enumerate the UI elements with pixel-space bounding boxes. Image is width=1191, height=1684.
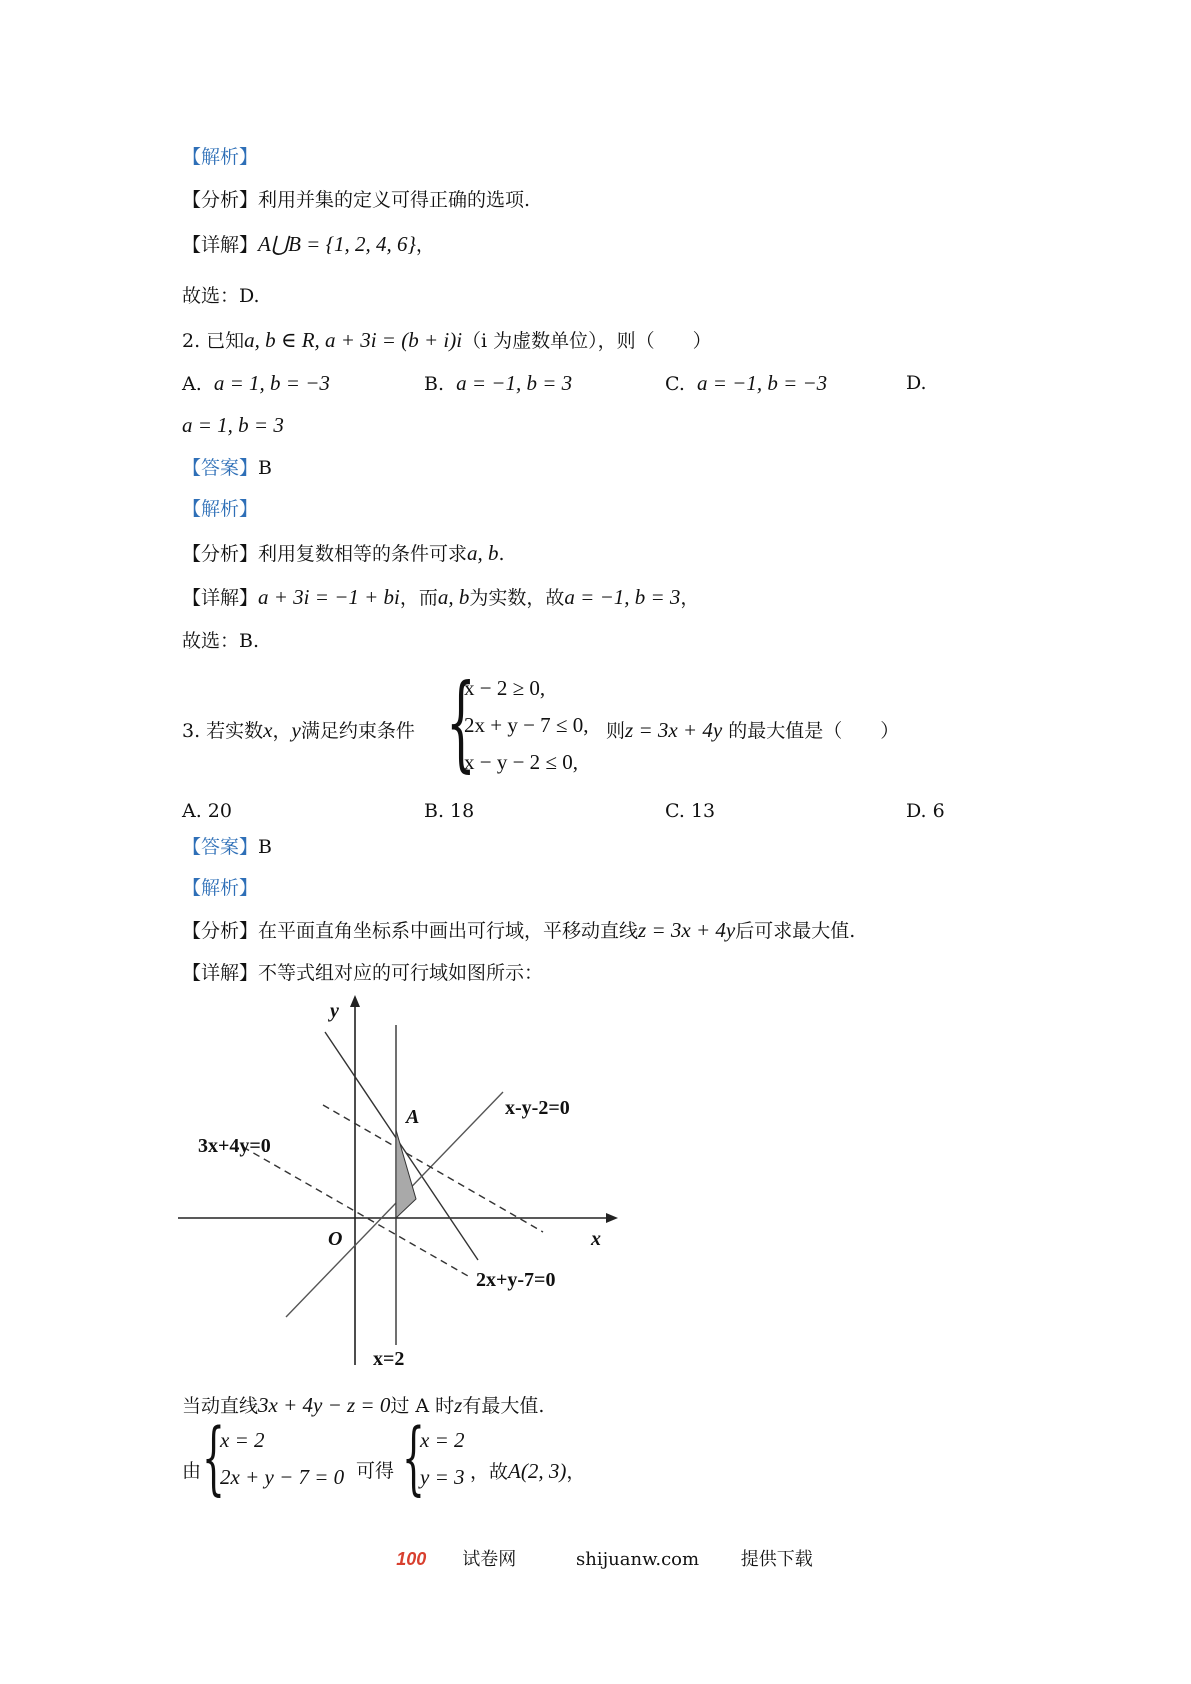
stem-suffix: （i 为虚数单位），则（ ） (462, 330, 712, 352)
option-label: B. (424, 373, 445, 395)
text: ，而 (399, 587, 438, 609)
question-number: 2. 已知 (182, 330, 245, 352)
line-2x-y-7 (325, 1032, 478, 1260)
y-axis-arrow (350, 995, 360, 1007)
punctuation: ， (566, 1461, 586, 1483)
q2-option-b (424, 370, 572, 397)
q2-option-d (182, 412, 284, 439)
q1-fenxi (182, 187, 530, 213)
option-value: a = −1, b = 3 (456, 371, 573, 395)
var-z: z (454, 1393, 463, 1417)
math-expression: a, b (437, 585, 470, 609)
label-line-x-y-2: x-y-2=0 (505, 1097, 570, 1119)
answer-value: B (258, 457, 272, 479)
fenxi-text: 利用并集的定义可得正确的选项. (258, 189, 531, 211)
system1-eq2: 2x + y − 7 = 0 (220, 1465, 345, 1489)
answer-tag: 【答案】 (182, 836, 259, 858)
q3-option-c: C. 13 (665, 800, 716, 822)
label-origin: O (328, 1228, 343, 1250)
system1-eq1: x = 2 (220, 1428, 265, 1452)
jiexi-tag: 【解析】 (182, 498, 259, 520)
fenxi-tag: 【分析】 (182, 189, 259, 211)
feasible-region (396, 1130, 416, 1218)
fenxi-text: 利用复数相等的条件可求 (258, 543, 468, 565)
q3-stem-right (606, 717, 899, 744)
label-point-a: A (406, 1106, 420, 1128)
answer-value: B (258, 836, 272, 858)
page-footer (0, 1545, 1191, 1571)
text: 后可求最大值. (735, 920, 856, 942)
q3-xiangjie (182, 960, 543, 986)
math-expression: a, b (467, 541, 499, 565)
q3-option-a: A. 20 (182, 800, 232, 822)
text: 当动直线 (182, 1395, 259, 1417)
text: 为实数，故 (469, 587, 565, 609)
label-line-2x-y-7: 2x+y-7=0 (476, 1269, 556, 1291)
label-line-3x-4y: 3x+4y=0 (198, 1135, 271, 1157)
q3-kede: 可得 (356, 1460, 395, 1482)
var-y: y (291, 718, 301, 742)
xiangjie-tag: 【详解】 (182, 234, 259, 256)
option-value: a = 1, b = −3 (213, 371, 330, 395)
text: ，故 (470, 1461, 509, 1483)
label-line-x-2: x=2 (373, 1348, 405, 1370)
math-expression: a = −1, b = 3 (564, 585, 681, 609)
text: 满足约束条件 (300, 720, 415, 742)
q3-conclusion (470, 1458, 585, 1485)
q2-fenxi (182, 540, 505, 567)
text: 过 A 时 (390, 1395, 455, 1417)
q2-answer-line: 故选：B. (182, 630, 260, 652)
q3-option-b: B. 18 (424, 800, 475, 822)
math-expression: a + 3i = −1 + bi (258, 585, 400, 609)
q1-jiexi-heading (182, 144, 258, 170)
label-x: x (591, 1228, 601, 1250)
text: 有最大值. (462, 1395, 545, 1417)
option-value: a = 1, b = 3 (182, 413, 284, 437)
jiexi-tag: 【解析】 (182, 146, 259, 168)
q2-option-c (665, 370, 827, 397)
var-x: x (263, 718, 273, 742)
footer-tagline: 提供下载 (740, 1549, 813, 1570)
xiangjie-tag: 【详解】 (182, 587, 259, 609)
fenxi-tag: 【分析】 (182, 920, 259, 942)
system2-eq1: x = 2 (420, 1428, 465, 1452)
q3-stem-left (182, 717, 415, 744)
jiexi-tag: 【解析】 (182, 877, 259, 899)
punctuation: ， (415, 234, 435, 256)
text: 则 (606, 720, 626, 742)
q2-option-a (182, 370, 330, 397)
q1-xiangjie (182, 231, 435, 258)
fenxi-text: 在平面直角坐标系中画出可行域，平移动直线 (258, 920, 639, 942)
xiangjie-tag: 【详解】 (182, 962, 259, 984)
stem-suffix: 的最大值是（ ） (728, 720, 900, 742)
punctuation: ， (680, 587, 700, 609)
q1-answer-line: 故选：D. (182, 285, 260, 307)
q3-jiexi-heading (182, 875, 258, 901)
q2-answer (182, 455, 272, 481)
math-expression: 3x + 4y − z = 0 (258, 1393, 391, 1417)
punctuation: ， (272, 720, 292, 742)
q3-fenxi (182, 917, 855, 944)
option-value: a = −1, b = −3 (697, 371, 828, 395)
answer-tag: 【答案】 (182, 457, 259, 479)
option-label: C. (665, 373, 685, 395)
q2-stem (182, 327, 712, 354)
math-expression: z = 3x + 4y (625, 718, 723, 742)
math-expression: a, b ∈ R, a + 3i = (b + i)i (244, 328, 463, 352)
q3-answer (182, 834, 272, 860)
q2-xiangjie (182, 584, 699, 611)
footer-logo (378, 1549, 534, 1570)
constraint-3: x − y − 2 ≤ 0, (464, 750, 578, 774)
label-y: y (330, 1000, 339, 1022)
q3-you: 由 (182, 1460, 202, 1482)
feasible-region-figure (178, 995, 618, 1370)
line-x-y-2 (286, 1092, 503, 1317)
dashed-line-through-a (323, 1105, 543, 1232)
footer-site[interactable]: shijuanw.com (575, 1549, 700, 1570)
logo-number: 100 (396, 1549, 427, 1569)
question-number: 3. 若实数 (182, 720, 264, 742)
math-expression: A(2, 3) (508, 1459, 567, 1483)
math-expression: A⋃B = {1, 2, 4, 6} (258, 232, 416, 256)
punctuation: . (498, 543, 505, 565)
math-expression: z = 3x + 4y (638, 918, 736, 942)
q3-option-d: D. 6 (906, 800, 945, 822)
fenxi-tag: 【分析】 (182, 543, 259, 565)
option-label: A. (182, 373, 202, 395)
constraint-2: 2x + y − 7 ≤ 0, (464, 713, 589, 737)
constraint-brace: { (446, 661, 476, 783)
q2-option-d-label: D. (906, 372, 927, 394)
logo-text: 试卷网 (462, 1549, 517, 1570)
system-brace-1: { (202, 1411, 225, 1504)
system-brace-2: { (402, 1411, 425, 1504)
x-axis-arrow (606, 1213, 618, 1223)
constraint-1: x − 2 ≥ 0, (464, 676, 546, 700)
q3-line-a (182, 1392, 544, 1419)
system2-eq2: y = 3 (420, 1465, 465, 1489)
q2-jiexi-heading (182, 496, 258, 522)
xiangjie-text: 不等式组对应的可行域如图所示： (258, 962, 544, 984)
